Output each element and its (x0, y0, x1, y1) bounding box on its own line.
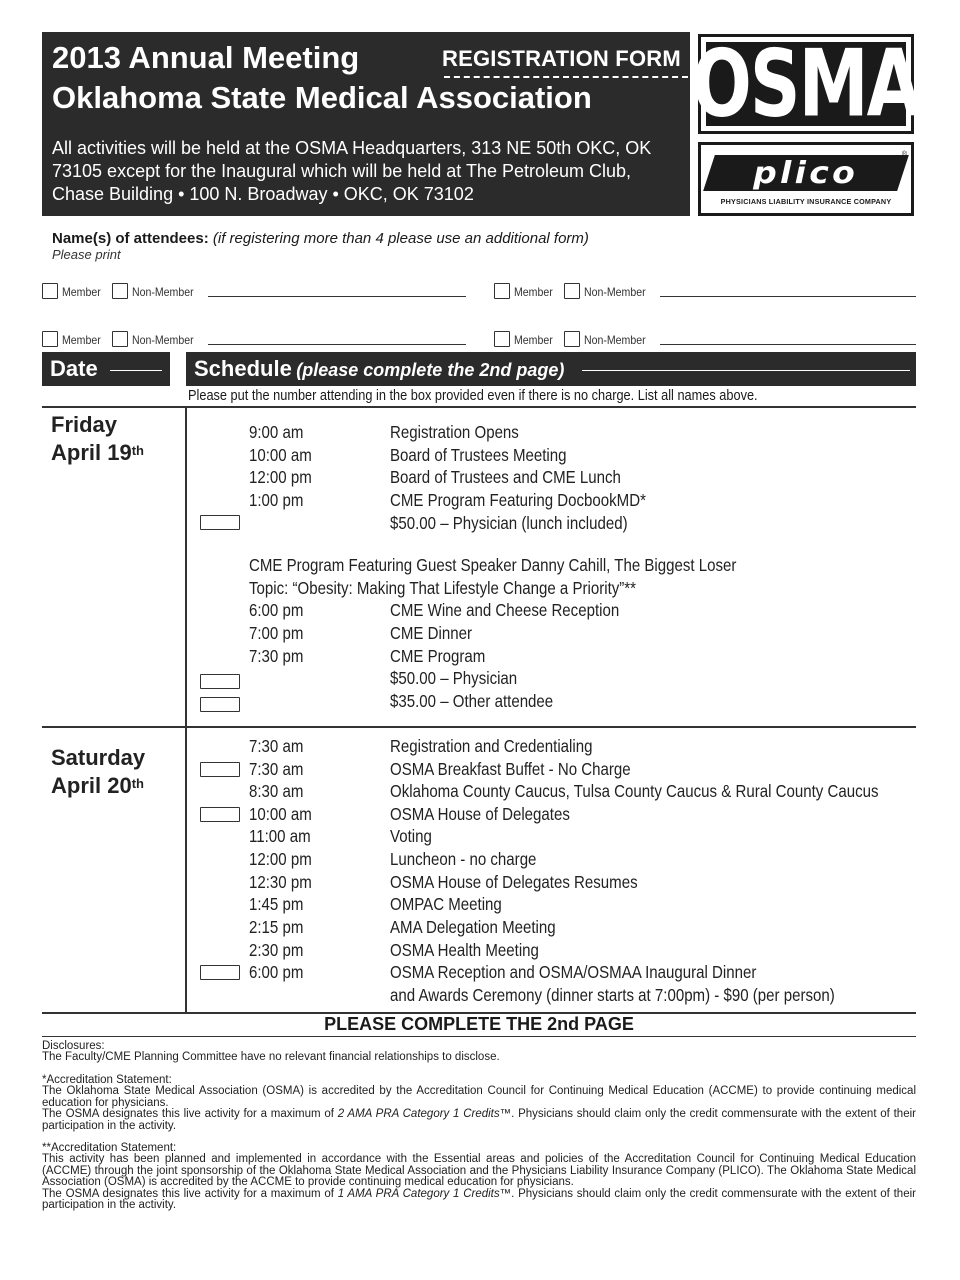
schedule-row: 2:30 pm OSMA Health Meeting (249, 940, 539, 960)
schedule-row: 7:30 pm CME Program (249, 646, 486, 666)
accreditation-1-p2: The OSMA designates this live activity for a maximum of 2 AMA PRA Category 1 Credits™. Physicians should claim only the credit commensurate with the extent of their participation in the activity. (42, 1108, 916, 1132)
disclosures-heading: Disclosures: (42, 1040, 105, 1052)
complete-second-page-note: PLEASE COMPLETE THE 2nd PAGE (324, 1014, 634, 1034)
member-checkbox[interactable] (42, 331, 58, 347)
attendee-row-4 (494, 327, 916, 347)
schedule-row: 6:00 pm OSMA Reception and OSMA/OSMAA Inaugural Dinner (249, 962, 757, 982)
schedule-row: 10:00 am OSMA House of Delegates (249, 804, 570, 824)
osma-logo (692, 30, 920, 138)
attendee-row-2 (494, 279, 916, 299)
accreditation-statement-2 (42, 1143, 916, 1211)
osma-logo-text: OSMA (692, 30, 920, 138)
other-attendee-count-box[interactable] (200, 697, 240, 712)
schedule-row: 7:30 am OSMA Breakfast Buffet - No Charge (249, 759, 631, 779)
non-member-label: Non-Member (584, 285, 646, 299)
accreditation-statement-1 (42, 1075, 916, 1132)
location-description: All activities will be held at the OSMA Headquarters, 313 NE 50th OKC, OK 73105 except for the Inaugural which will be held at The Petroleum Club, Chase Building • 100 N. Broadway • OKC, OK 73102 (52, 138, 652, 204)
schedule-row: 6:00 pm CME Wine and Cheese Reception (249, 600, 620, 620)
disclosures-text: The Faculty/CME Planning Committee have no relevant financial relationships to disclose. (42, 1051, 500, 1064)
schedule-header-rule (582, 370, 910, 371)
schedule-header-title: Schedule (194, 356, 292, 381)
form-label-underline (444, 76, 688, 78)
member-label: Member (514, 285, 553, 299)
saturday-date: April 20th (51, 773, 144, 798)
meeting-title: 2013 Annual Meeting (52, 40, 360, 75)
house-of-delegates-count-box[interactable] (200, 807, 240, 822)
schedule-row: 12:00 pm Luncheon - no charge (249, 849, 537, 869)
date-header: Date (42, 352, 170, 386)
friday-saturday-divider (42, 726, 916, 728)
member-checkbox[interactable] (494, 283, 510, 299)
attendees-label-note: (if registering more than 4 please use an additional form) (212, 230, 589, 247)
attendee-row-1 (42, 279, 466, 299)
accreditation-2-heading: **Accreditation Statement: (42, 1142, 177, 1154)
non-member-checkbox[interactable] (564, 283, 580, 299)
schedule-row: 12:00 pm Board of Trustees and CME Lunch (249, 467, 621, 487)
non-member-checkbox[interactable] (112, 283, 128, 299)
schedule-row: $35.00 – Other attendee (390, 691, 554, 711)
non-member-label: Non-Member (584, 333, 646, 347)
schedule-row: 10:00 am Board of Trustees Meeting (249, 445, 567, 465)
accreditation-1-heading: *Accreditation Statement: (42, 1074, 172, 1086)
schedule-instructions: Please put the number attending in the box provided even if there is no charge. List all names above. (188, 388, 758, 404)
plico-registered-mark: ® (901, 151, 907, 158)
non-member-label: Non-Member (132, 285, 194, 299)
member-label: Member (514, 333, 553, 347)
schedule-row: 12:30 pm OSMA House of Delegates Resumes (249, 872, 638, 892)
schedule-row: 1:00 pm CME Program Featuring DocbookMD* (249, 490, 646, 510)
date-header-rule (110, 370, 162, 371)
inaugural-dinner-count-box[interactable] (200, 965, 240, 980)
cme-speaker-line: CME Program Featuring Guest Speaker Danny Cahill, The Biggest Loser (249, 555, 737, 575)
cme-topic-line: Topic: “Obesity: Making That Lifestyle Change a Priority”** (249, 578, 637, 598)
complete-note-rule (42, 1036, 916, 1037)
schedule-row: 9:00 am Registration Opens (249, 422, 519, 442)
physician-count-box[interactable] (200, 674, 240, 689)
schedule-header (186, 352, 916, 386)
plico-logo (698, 142, 914, 216)
please-print-note: Please print (52, 247, 121, 262)
non-member-checkbox[interactable] (564, 331, 580, 347)
schedule-row: and Awards Ceremony (dinner starts at 7:00pm) - $90 (per person) (390, 985, 835, 1005)
accreditation-1-p1: The Oklahoma State Medical Association (OSMA) is accredited by the Accreditation Council for Continuing Medical Education (ACCME) to provide continuing medical education for physicians. (42, 1085, 916, 1109)
non-member-label: Non-Member (132, 333, 194, 347)
association-title: Oklahoma State Medical Association (52, 80, 592, 115)
attendees-label-bold: Name(s) of attendees: (52, 230, 209, 247)
attendee-name-field[interactable] (660, 344, 916, 345)
friday-day: Friday (51, 412, 118, 437)
schedule-row: $50.00 – Physician (lunch included) (390, 513, 628, 533)
attendee-name-field[interactable] (208, 296, 466, 297)
schedule-header-note: (please complete the 2nd page) (296, 360, 565, 380)
disclosures (42, 1041, 916, 1064)
schedule-row: 7:30 am Registration and Credentialing (249, 736, 593, 756)
attendee-name-field[interactable] (208, 344, 466, 345)
friday-date: April 19th (51, 440, 144, 465)
form-label: REGISTRATION FORM (442, 46, 681, 71)
schedule-row: $50.00 – Physician (390, 668, 518, 688)
saturday-day: Saturday (51, 745, 146, 770)
plico-subtitle: PHYSICIANS LIABILITY INSURANCE COMPANY (720, 197, 892, 206)
accreditation-2-p2: The OSMA designates this live activity for a maximum of 1 AMA PRA Category 1 Credits™. Physicians should claim only the credit commensurate with the extent of their participation in the activity. (42, 1187, 916, 1212)
table-top-rule (42, 406, 916, 408)
schedule-row: 2:15 pm AMA Delegation Meeting (249, 917, 556, 937)
schedule-row: 7:00 pm CME Dinner (249, 623, 472, 643)
schedule-row: 11:00 am Voting (249, 826, 432, 846)
non-member-checkbox[interactable] (112, 331, 128, 347)
member-checkbox[interactable] (42, 283, 58, 299)
member-checkbox[interactable] (494, 331, 510, 347)
plico-logo-text: plico (753, 155, 859, 191)
attendees-label (52, 230, 589, 247)
member-label: Member (62, 285, 101, 299)
schedule-row: 8:30 am Oklahoma County Caucus, Tulsa County Caucus & Rural County Caucus (249, 781, 879, 801)
schedule-row: 1:45 pm OMPAC Meeting (249, 894, 502, 914)
breakfast-count-box[interactable] (200, 762, 240, 777)
attendee-name-field[interactable] (660, 296, 916, 297)
member-label: Member (62, 333, 101, 347)
attendee-row-3 (42, 327, 466, 347)
lunch-count-box[interactable] (200, 515, 240, 530)
accreditation-2-p1: This activity has been planned and implemented in accordance with the Essential areas and policies of the Accreditation Council for Continuing Medical Education (ACCME) through the joint sponsorship of the Oklahoma State Medical Association and the Physicians Liability Insurance Company (PLICO). The Oklahoma State Medical Association (OSMA) is accredited by the ACCME to provide continuing medical education for physicians. (42, 1153, 916, 1189)
